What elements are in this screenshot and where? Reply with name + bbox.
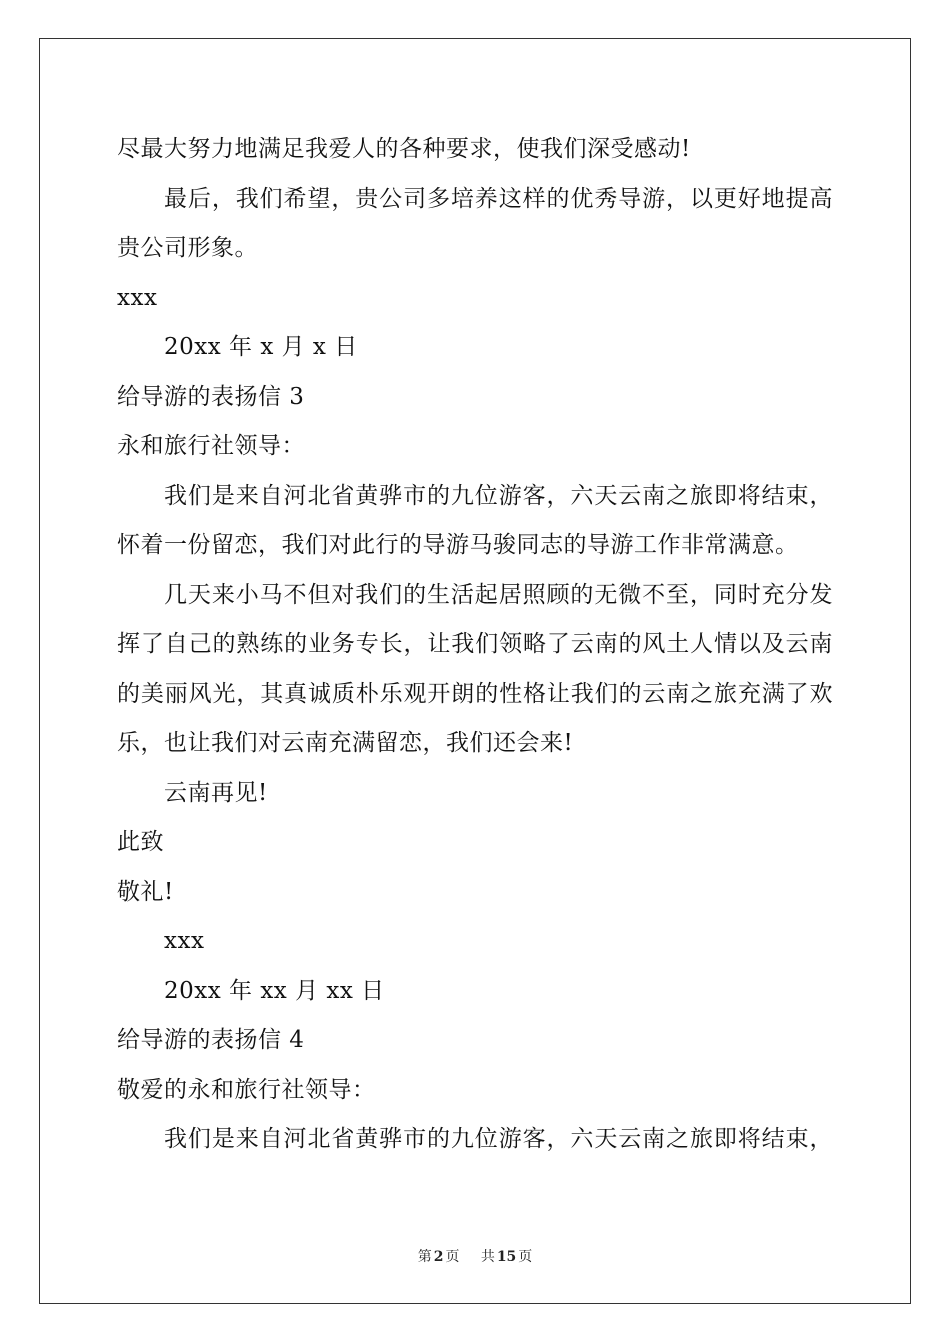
paragraph-line: 我们是来自河北省黄骅市的九位游客，六天云南之旅即将结束， (164, 1126, 833, 1152)
paragraph-line: 几天来小马不但对我们的生活起居照顾的无微不至，同时充分发 (164, 581, 833, 608)
paragraph-line: 的美丽风光，其真诚质朴乐观开朗的性格让我们的云南之旅充满了欢 (117, 680, 833, 707)
paragraph-line: 怀着一份留恋，我们对此行的导游马骏同志的导游工作非常满意。 (117, 532, 799, 558)
paragraph-line: 最后，我们希望，贵公司多培养这样的优秀导游，以更好地提高 (164, 185, 833, 212)
total-pages: 15 (496, 1249, 517, 1265)
total-prefix: 共 (480, 1249, 495, 1265)
signature-date: 20xx 年 x 月 x 日 (164, 334, 358, 360)
letter-title: 给导游的表扬信 3 (117, 383, 305, 410)
letter-title: 给导游的表扬信 4 (117, 1027, 305, 1053)
page-number (416, 1249, 462, 1265)
letter-salutation: 永和旅行社领导： (117, 433, 305, 459)
page-footer (0, 1246, 950, 1266)
page-total (479, 1249, 534, 1265)
signature-date: 20xx 年 xx 月 xx 日 (164, 977, 385, 1004)
page-prefix: 第 (417, 1249, 432, 1265)
document-body (117, 125, 833, 1165)
signature-name: xxx (164, 928, 205, 954)
paragraph-line: 贵公司形象。 (117, 235, 258, 261)
closing-line: 此致 (117, 829, 164, 855)
page-suffix: 页 (445, 1249, 460, 1265)
paragraph-line: 乐，也让我们对云南充满留恋，我们还会来! (117, 730, 574, 756)
paragraph-line: 云南再见! (164, 779, 268, 806)
paragraph-line: 尽最大努力地满足我爱人的各种要求，使我们深受感动! (117, 136, 691, 162)
current-page: 2 (433, 1249, 444, 1265)
closing-line: 敬礼! (117, 878, 174, 905)
letter-salutation: 敬爱的永和旅行社领导： (117, 1076, 376, 1103)
total-suffix: 页 (518, 1249, 533, 1265)
paragraph-line: 我们是来自河北省黄骅市的九位游客，六天云南之旅即将结束， (164, 482, 833, 509)
paragraph-line: 挥了自己的熟练的业务专长，让我们领略了云南的风土人情以及云南 (117, 631, 833, 657)
signature-name: xxx (117, 284, 158, 311)
